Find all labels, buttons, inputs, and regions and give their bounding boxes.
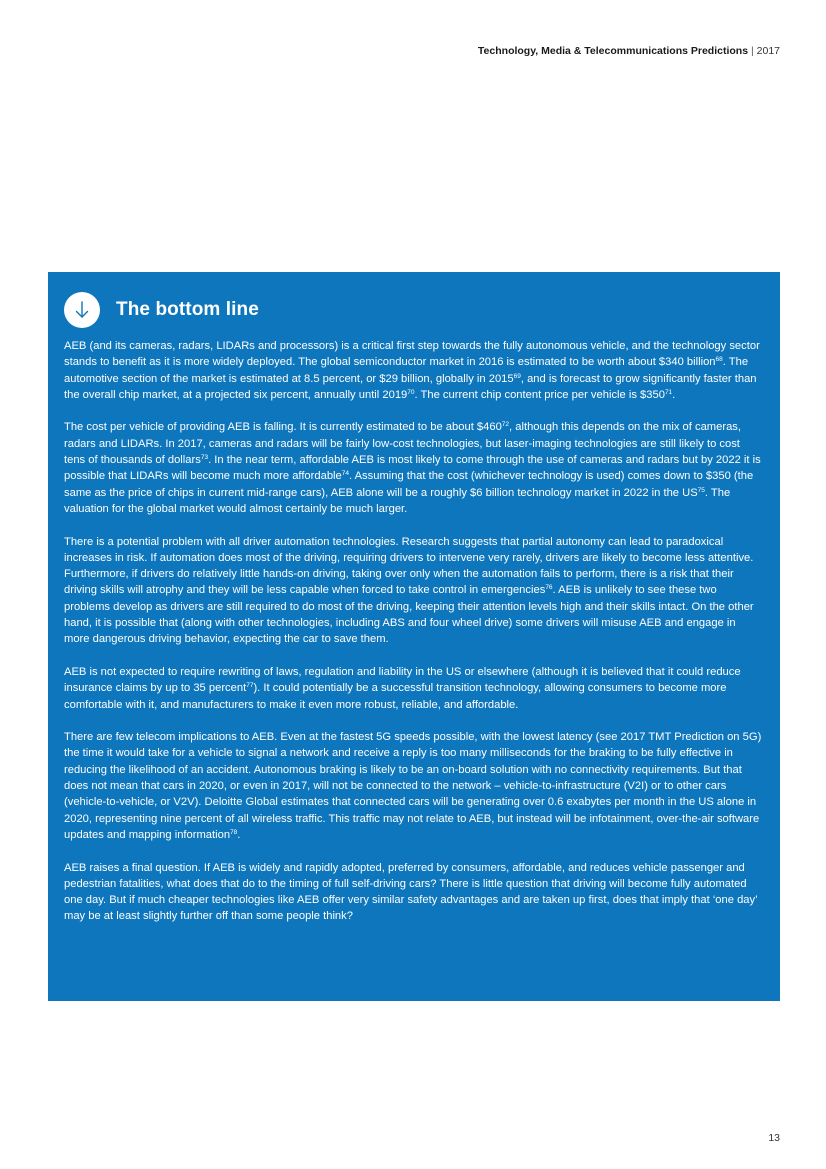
paragraph-text: . The current chip content price per vehicle is $350	[414, 388, 665, 401]
callout-header	[64, 292, 764, 328]
footnote-ref: 75	[697, 486, 705, 494]
report-year: 2017	[756, 45, 780, 57]
paragraph-text: .	[237, 828, 241, 841]
body-paragraph	[64, 729, 764, 843]
paragraph-text: .	[672, 388, 676, 401]
arrow-down-icon	[64, 292, 100, 328]
running-header	[478, 45, 780, 57]
paragraph-text: . In the near term, affordable AEB is most likely to come through the use of cameras and radars but by 2022 it is possible that LIDARs will become much more affordable	[64, 454, 761, 483]
paragraph-text: . Assuming that the cost (whichever technology is used) comes down to $350 (the same as the price of chips in current mid-range cars), AEB alone will be a roughly $6 billion technology market in 2022 in the US	[64, 470, 754, 499]
paragraph-text: . AEB is unlikely to see these two problems develop as drivers are still required to do most of the driving, keeping their attention levels high and their skills intact. On the other hand, it is possible that (along with other technologies, including ABS and four wheel drive) some drivers will misuse AEB and engage in more dangerous driving behavior, expecting the car to save them.	[64, 584, 754, 646]
footnote-ref: 73	[200, 454, 209, 462]
callout-title: The bottom line	[116, 299, 259, 320]
footnote-ref: 77	[246, 682, 254, 690]
paragraph-text: AEB raises a final question. If AEB is widely and rapidly adopted, preferred by consumers, affordable, and reduces vehicle passenger and pedestrian fatalities, what does that do to the timing of full self-driving cars? There is little question that driving will become fully automated one day. But if much cheaper technologies like AEB offer very similar safety advantages and are taken up first, does that imply that ‘one day’ may be at least slightly further off than some people think?	[64, 861, 758, 923]
body-paragraph	[64, 860, 764, 925]
paragraph-text: AEB (and its cameras, radars, LIDARs and processors) is a critical first step towards the fully autonomous vehicle, and the technology sector stands to benefit as it is more widely deployed. The global semiconductor market in 2016 is estimated to be worth about $340 billion	[64, 340, 760, 369]
body-paragraph	[64, 338, 764, 403]
paragraph-text: , although this depends on the mix of cameras, radars and LIDARs. In 2017, cameras and radars will be fairly low-cost technologies, but laser-imaging technologies are still likely to cost tens of thousands of dollars	[64, 421, 741, 467]
body-paragraph	[64, 534, 764, 648]
bottom-line-callout	[48, 272, 780, 1001]
report-title: Technology, Media & Telecommunications Predictions	[477, 45, 749, 57]
footnote-ref: 68	[715, 356, 723, 364]
paragraph-text: There is a potential problem with all driver automation technologies. Research suggests that partial autonomy can lead to paradoxical increases in risk. If automation does most of the driving, requiring drivers to intervene very rarely, drivers are likely to become less attentive. Furthermore, if drivers do relatively little hands-on driving, taking over only when the automation fails to perform, there is a risk that their driving skills will atrophy and they will be less capable when forced to take control in emergencies	[64, 535, 754, 597]
callout-body	[64, 338, 764, 925]
paragraph-text: , and is forecast to grow significantly faster than the overall chip market, at a projected six percent, annually until 2019	[64, 372, 757, 401]
body-paragraph	[64, 419, 764, 517]
footnote-ref: 70	[407, 388, 415, 396]
footnote-ref: 76	[545, 584, 553, 592]
paragraph-text: There are few telecom implications to AEB. Even at the fastest 5G speeds possible, with the lowest latency (see 2017 TMT Prediction on 5G) the time it would take for a vehicle to signal a network and receive a reply is too many milliseconds for the braking to be fully effective in reducing the likelihood of an accident. Autonomous braking is likely to be an on-board solution with no connectivity requirements. But that does not mean that cars in 2020, or even in 2017, will not be connected to the network – vehicle-to-infrastructure (V2I) or to other cars (vehicle-to-vehicle, or V2V). Deloitte Global estimates that connected cars will be generating over 0.6 exabytes per month in the US alone in 2020, representing nine percent of all wireless traffic. This traffic may not relate to AEB, but instead will be infotainment, over-the-air software updates and mapping information	[64, 731, 762, 841]
footnote-ref: 71	[664, 388, 673, 396]
header-separator: |	[750, 45, 754, 57]
body-paragraph	[64, 664, 764, 713]
paragraph-text: . The automotive section of the market is estimated at 8.5 percent, or $29 billion, globally in 2015	[64, 356, 749, 385]
paragraph-text: . The valuation for the global market would almost certainly be much larger.	[64, 486, 731, 515]
footnote-ref: 78	[230, 828, 238, 836]
page-number: 13	[768, 1132, 780, 1144]
footnote-ref: 72	[501, 421, 510, 429]
paragraph-text: ). It could potentially be a successful transition technology, allowing consumers to become more comfortable with it, and manufacturers to make it even more robust, reliable, and affordable.	[64, 682, 727, 711]
footnote-ref: 69	[513, 372, 521, 380]
paragraph-text: The cost per vehicle of providing AEB is falling. It is currently estimated to be about $460	[64, 421, 502, 434]
paragraph-text: AEB is not expected to require rewriting of laws, regulation and liability in the US or elsewhere (although it is believed that it could reduce insurance claims by up to 35 percent	[64, 665, 741, 695]
footnote-ref: 74	[341, 470, 349, 478]
